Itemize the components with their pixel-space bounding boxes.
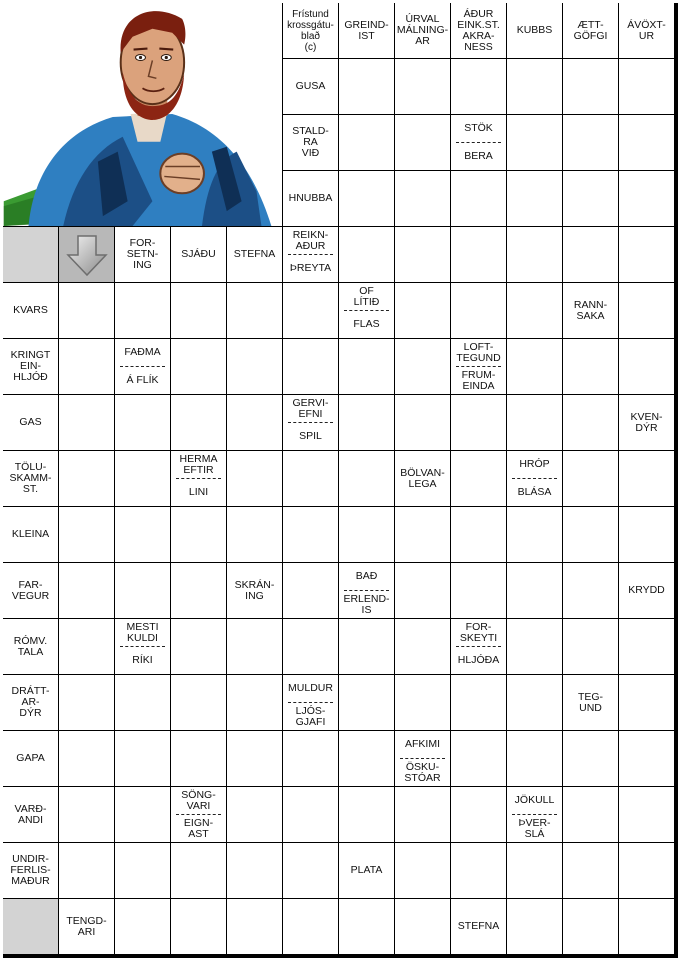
answer-cell[interactable] <box>59 731 114 786</box>
crossword-board <box>3 3 678 958</box>
clue-text: MULDUR <box>288 682 333 694</box>
clue-text: KRYDD <box>628 584 665 596</box>
clue-text: HERMA EFTIR <box>179 452 218 476</box>
clue-cell <box>619 395 674 450</box>
answer-cell[interactable] <box>451 395 506 450</box>
answer-cell[interactable] <box>395 395 450 450</box>
clue-text: FRUM- EINDA <box>461 368 496 392</box>
clue-cell <box>171 451 226 506</box>
clue-text: BERA <box>464 150 493 162</box>
clue-cell <box>451 899 506 954</box>
answer-cell[interactable] <box>619 843 674 898</box>
answer-cell[interactable] <box>619 339 674 394</box>
answer-cell[interactable] <box>395 59 450 114</box>
answer-cell[interactable] <box>451 227 506 282</box>
answer-cell[interactable] <box>563 731 618 786</box>
answer-cell[interactable] <box>283 451 338 506</box>
answer-cell[interactable] <box>339 619 394 674</box>
answer-cell[interactable] <box>283 899 338 954</box>
answer-cell[interactable] <box>563 843 618 898</box>
clue-cell <box>3 731 58 786</box>
arrow-down-icon <box>65 233 109 277</box>
answer-cell[interactable] <box>339 787 394 842</box>
clue-text: SKRÁN- ING <box>234 578 275 602</box>
answer-cell[interactable] <box>619 507 674 562</box>
clue-text: TEG- UND <box>577 690 604 714</box>
clue-cell <box>227 563 282 618</box>
clue-text: RANN- SAKA <box>573 298 608 322</box>
answer-cell[interactable] <box>619 787 674 842</box>
clue-cell <box>563 283 618 338</box>
answer-cell[interactable] <box>507 171 562 226</box>
clue-cell <box>395 731 450 786</box>
answer-cell[interactable] <box>395 563 450 618</box>
blank-gray-cell <box>3 899 58 954</box>
answer-cell[interactable] <box>115 731 170 786</box>
answer-cell[interactable] <box>115 507 170 562</box>
portrait-image <box>3 3 282 226</box>
clue-text: RÓMV. TALA <box>13 634 48 658</box>
clue-text: OF LÍTIÐ <box>353 284 380 308</box>
answer-cell[interactable] <box>563 899 618 954</box>
clue-cell <box>59 899 114 954</box>
clue-cell <box>283 171 338 226</box>
answer-cell[interactable] <box>451 731 506 786</box>
answer-cell[interactable] <box>451 843 506 898</box>
puzzle-title <box>283 3 338 58</box>
answer-cell[interactable] <box>283 787 338 842</box>
clue-cell <box>3 675 58 730</box>
clue-text: KUBBS <box>516 24 553 36</box>
answer-cell[interactable] <box>227 787 282 842</box>
clue-text: UNDIR- FERLIS- MAÐUR <box>10 853 51 887</box>
clue-cell <box>3 339 58 394</box>
answer-cell[interactable] <box>171 731 226 786</box>
clue-cell <box>3 563 58 618</box>
clue-text: BAÐ <box>355 570 378 582</box>
clue-text: VARÐ- ANDI <box>14 802 47 826</box>
clue-text: STEFNA <box>457 920 500 932</box>
answer-cell[interactable] <box>563 507 618 562</box>
answer-cell[interactable] <box>171 395 226 450</box>
answer-cell[interactable] <box>507 563 562 618</box>
answer-cell[interactable] <box>563 563 618 618</box>
answer-cell[interactable] <box>283 339 338 394</box>
answer-cell[interactable] <box>507 395 562 450</box>
clue-text: ÞREYTA <box>289 262 332 274</box>
answer-cell[interactable] <box>507 675 562 730</box>
answer-cell[interactable] <box>115 563 170 618</box>
answer-cell[interactable] <box>227 731 282 786</box>
clue-text: LJÓS- GJAFI <box>295 704 326 728</box>
answer-cell[interactable] <box>395 339 450 394</box>
answer-cell[interactable] <box>283 507 338 562</box>
clue-cell <box>339 3 394 58</box>
answer-cell[interactable] <box>59 563 114 618</box>
answer-cell[interactable] <box>507 59 562 114</box>
clue-text: GERVI- EFNI <box>292 396 329 420</box>
clue-text: ERLEND- IS <box>343 592 390 616</box>
answer-cell[interactable] <box>171 563 226 618</box>
clue-cell <box>283 395 338 450</box>
answer-cell[interactable] <box>339 227 394 282</box>
answer-cell[interactable] <box>619 59 674 114</box>
answer-cell[interactable] <box>563 171 618 226</box>
clue-text: KLEINA <box>11 528 50 540</box>
clue-cell <box>339 563 394 618</box>
clue-text: STALD- RA VIÐ <box>292 125 329 159</box>
answer-cell[interactable] <box>563 227 618 282</box>
clue-text: SPIL <box>299 430 322 442</box>
clue-cell <box>395 451 450 506</box>
answer-cell[interactable] <box>451 675 506 730</box>
answer-cell[interactable] <box>227 675 282 730</box>
answer-cell[interactable] <box>115 787 170 842</box>
clue-text: TÖLU- SKAMM- ST. <box>9 461 52 495</box>
answer-cell[interactable] <box>227 507 282 562</box>
clue-text: STEFNA <box>233 248 276 260</box>
clue-text: Á FLÍK <box>126 374 159 386</box>
clue-text: FOR- SETN- ING <box>126 237 159 271</box>
clue-text: MESTI KULDI <box>126 620 159 644</box>
clue-cell <box>283 675 338 730</box>
clue-text: SJÁÐU <box>181 248 216 260</box>
puzzle-title-text: Frístund krossgátu- blað (c) <box>287 8 334 53</box>
answer-cell[interactable] <box>227 339 282 394</box>
clue-text: STÖK <box>464 122 493 134</box>
answer-cell[interactable] <box>115 899 170 954</box>
answer-cell[interactable] <box>227 283 282 338</box>
answer-cell[interactable] <box>619 731 674 786</box>
clue-text: ÆTT- GÖFGI <box>573 18 608 42</box>
answer-cell[interactable] <box>395 619 450 674</box>
clue-cell <box>339 843 394 898</box>
clue-cell <box>451 115 506 170</box>
clue-cell <box>3 395 58 450</box>
answer-cell[interactable] <box>451 59 506 114</box>
answer-cell[interactable] <box>227 619 282 674</box>
answer-cell[interactable] <box>563 115 618 170</box>
answer-cell[interactable] <box>339 731 394 786</box>
clue-cell <box>563 675 618 730</box>
clue-text: KVARS <box>13 304 48 316</box>
answer-cell[interactable] <box>563 787 618 842</box>
clue-text: BLÁSA <box>517 486 552 498</box>
answer-cell[interactable] <box>507 227 562 282</box>
clue-text: HLJÓÐA <box>457 654 500 666</box>
clue-cell <box>3 787 58 842</box>
answer-cell[interactable] <box>171 283 226 338</box>
answer-cell[interactable] <box>451 563 506 618</box>
answer-cell[interactable] <box>227 395 282 450</box>
answer-cell[interactable] <box>339 507 394 562</box>
answer-cell[interactable] <box>171 339 226 394</box>
answer-cell[interactable] <box>619 283 674 338</box>
answer-cell[interactable] <box>619 171 674 226</box>
clue-text: BÖLVAN- LEGA <box>400 466 445 490</box>
blank-gray-cell <box>3 227 58 282</box>
answer-cell[interactable] <box>507 619 562 674</box>
clue-text: ÚRVAL MÁLNING- AR <box>396 13 449 47</box>
clue-cell <box>3 843 58 898</box>
clue-text: ÞVER- SLÁ <box>518 816 551 840</box>
answer-cell[interactable] <box>115 675 170 730</box>
answer-cell[interactable] <box>507 899 562 954</box>
answer-cell[interactable] <box>507 115 562 170</box>
clue-cell <box>507 451 562 506</box>
clue-text: GAS <box>19 416 42 428</box>
clue-text: ÁÐUR EINK.ST. AKRA- NESS <box>457 7 500 53</box>
answer-cell[interactable] <box>59 507 114 562</box>
clue-cell <box>171 227 226 282</box>
clue-text: FLAS <box>353 318 380 330</box>
down-arrow-cell <box>59 227 114 282</box>
answer-cell[interactable] <box>507 339 562 394</box>
answer-cell[interactable] <box>115 283 170 338</box>
answer-cell[interactable] <box>563 59 618 114</box>
clue-cell <box>563 3 618 58</box>
clue-text: LOFT- TEGUND <box>456 340 501 364</box>
answer-cell[interactable] <box>451 171 506 226</box>
answer-cell[interactable] <box>507 507 562 562</box>
clue-cell <box>3 451 58 506</box>
clue-cell <box>115 227 170 282</box>
answer-cell[interactable] <box>395 507 450 562</box>
answer-cell[interactable] <box>283 843 338 898</box>
clue-text: FOR- SKEYTI <box>459 620 498 644</box>
answer-cell[interactable] <box>395 227 450 282</box>
answer-cell[interactable] <box>59 283 114 338</box>
answer-cell[interactable] <box>59 619 114 674</box>
clue-text: KRINGT EIN- HLJÓÐ <box>10 349 51 383</box>
answer-cell[interactable] <box>619 227 674 282</box>
answer-cell[interactable] <box>563 451 618 506</box>
answer-cell[interactable] <box>451 507 506 562</box>
answer-cell[interactable] <box>283 619 338 674</box>
answer-cell[interactable] <box>59 675 114 730</box>
clue-cell <box>451 339 506 394</box>
clue-cell <box>283 227 338 282</box>
answer-cell[interactable] <box>59 451 114 506</box>
answer-cell[interactable] <box>339 451 394 506</box>
clue-cell <box>451 619 506 674</box>
clue-text: DRÁTT- AR- DÝR <box>11 685 50 719</box>
answer-cell[interactable] <box>619 675 674 730</box>
answer-cell[interactable] <box>171 507 226 562</box>
answer-cell[interactable] <box>619 115 674 170</box>
clue-text: PLATA <box>350 864 383 876</box>
answer-cell[interactable] <box>451 787 506 842</box>
clue-text: ÖSKU- STÓAR <box>404 760 441 784</box>
clue-text: GUSA <box>295 80 326 92</box>
clue-text: ÁVÖXT- UR <box>627 18 666 42</box>
answer-cell[interactable] <box>395 787 450 842</box>
answer-cell[interactable] <box>451 283 506 338</box>
answer-cell[interactable] <box>619 619 674 674</box>
clue-cell <box>3 619 58 674</box>
answer-cell[interactable] <box>507 843 562 898</box>
clue-cell <box>507 787 562 842</box>
clue-cell <box>283 59 338 114</box>
answer-cell[interactable] <box>283 563 338 618</box>
answer-cell[interactable] <box>171 843 226 898</box>
puzzle-illustration <box>3 3 282 226</box>
answer-cell[interactable] <box>395 115 450 170</box>
clue-text: RÍKI <box>132 654 153 666</box>
answer-cell[interactable] <box>507 283 562 338</box>
answer-cell[interactable] <box>339 339 394 394</box>
answer-cell[interactable] <box>507 731 562 786</box>
clue-text: AFKIMI <box>404 738 440 750</box>
answer-cell[interactable] <box>339 59 394 114</box>
answer-cell[interactable] <box>339 395 394 450</box>
answer-cell[interactable] <box>227 843 282 898</box>
answer-cell[interactable] <box>59 843 114 898</box>
clue-cell <box>171 787 226 842</box>
clue-text: FAR- VEGUR <box>11 578 50 602</box>
answer-cell[interactable] <box>339 899 394 954</box>
answer-cell[interactable] <box>171 619 226 674</box>
answer-cell[interactable] <box>227 899 282 954</box>
answer-cell[interactable] <box>339 675 394 730</box>
answer-cell[interactable] <box>395 283 450 338</box>
clue-cell <box>115 619 170 674</box>
clue-text: GAPA <box>16 752 45 764</box>
clue-cell <box>395 3 450 58</box>
answer-cell[interactable] <box>283 283 338 338</box>
answer-cell[interactable] <box>59 787 114 842</box>
answer-cell[interactable] <box>171 675 226 730</box>
clue-text: GREIND- IST <box>344 18 389 42</box>
answer-cell[interactable] <box>451 451 506 506</box>
answer-cell[interactable] <box>395 171 450 226</box>
answer-cell[interactable] <box>339 115 394 170</box>
clue-text: TENGD- ARI <box>66 914 107 938</box>
answer-cell[interactable] <box>115 843 170 898</box>
answer-cell[interactable] <box>395 843 450 898</box>
clue-cell <box>227 227 282 282</box>
answer-cell[interactable] <box>619 451 674 506</box>
clue-cell <box>283 115 338 170</box>
clue-text: LINI <box>188 486 209 498</box>
clue-text: JÖKULL <box>514 794 555 806</box>
clue-cell <box>115 339 170 394</box>
clue-text: HRÓP <box>519 458 550 470</box>
answer-cell[interactable] <box>115 395 170 450</box>
clue-text: REIKN- AÐUR <box>292 228 329 252</box>
answer-cell[interactable] <box>171 899 226 954</box>
answer-cell[interactable] <box>619 899 674 954</box>
answer-cell[interactable] <box>59 395 114 450</box>
clue-cell <box>507 3 562 58</box>
clue-cell <box>619 3 674 58</box>
clue-cell <box>3 283 58 338</box>
answer-cell[interactable] <box>563 395 618 450</box>
answer-cell[interactable] <box>395 899 450 954</box>
answer-cell[interactable] <box>563 339 618 394</box>
answer-cell[interactable] <box>339 171 394 226</box>
clue-text: FAÐMA <box>124 346 161 358</box>
clue-text: HNUBBA <box>288 192 333 204</box>
answer-cell[interactable] <box>395 675 450 730</box>
clue-text: SÖNG- VARI <box>181 788 216 812</box>
clue-cell <box>451 3 506 58</box>
answer-cell[interactable] <box>563 619 618 674</box>
answer-cell[interactable] <box>227 451 282 506</box>
clue-cell <box>3 507 58 562</box>
answer-cell[interactable] <box>283 731 338 786</box>
answer-cell[interactable] <box>115 451 170 506</box>
clue-text: EIGN- AST <box>183 816 214 840</box>
clue-cell <box>339 283 394 338</box>
answer-cell[interactable] <box>59 339 114 394</box>
clue-cell <box>619 563 674 618</box>
clue-text: KVEN- DÝR <box>630 410 663 434</box>
